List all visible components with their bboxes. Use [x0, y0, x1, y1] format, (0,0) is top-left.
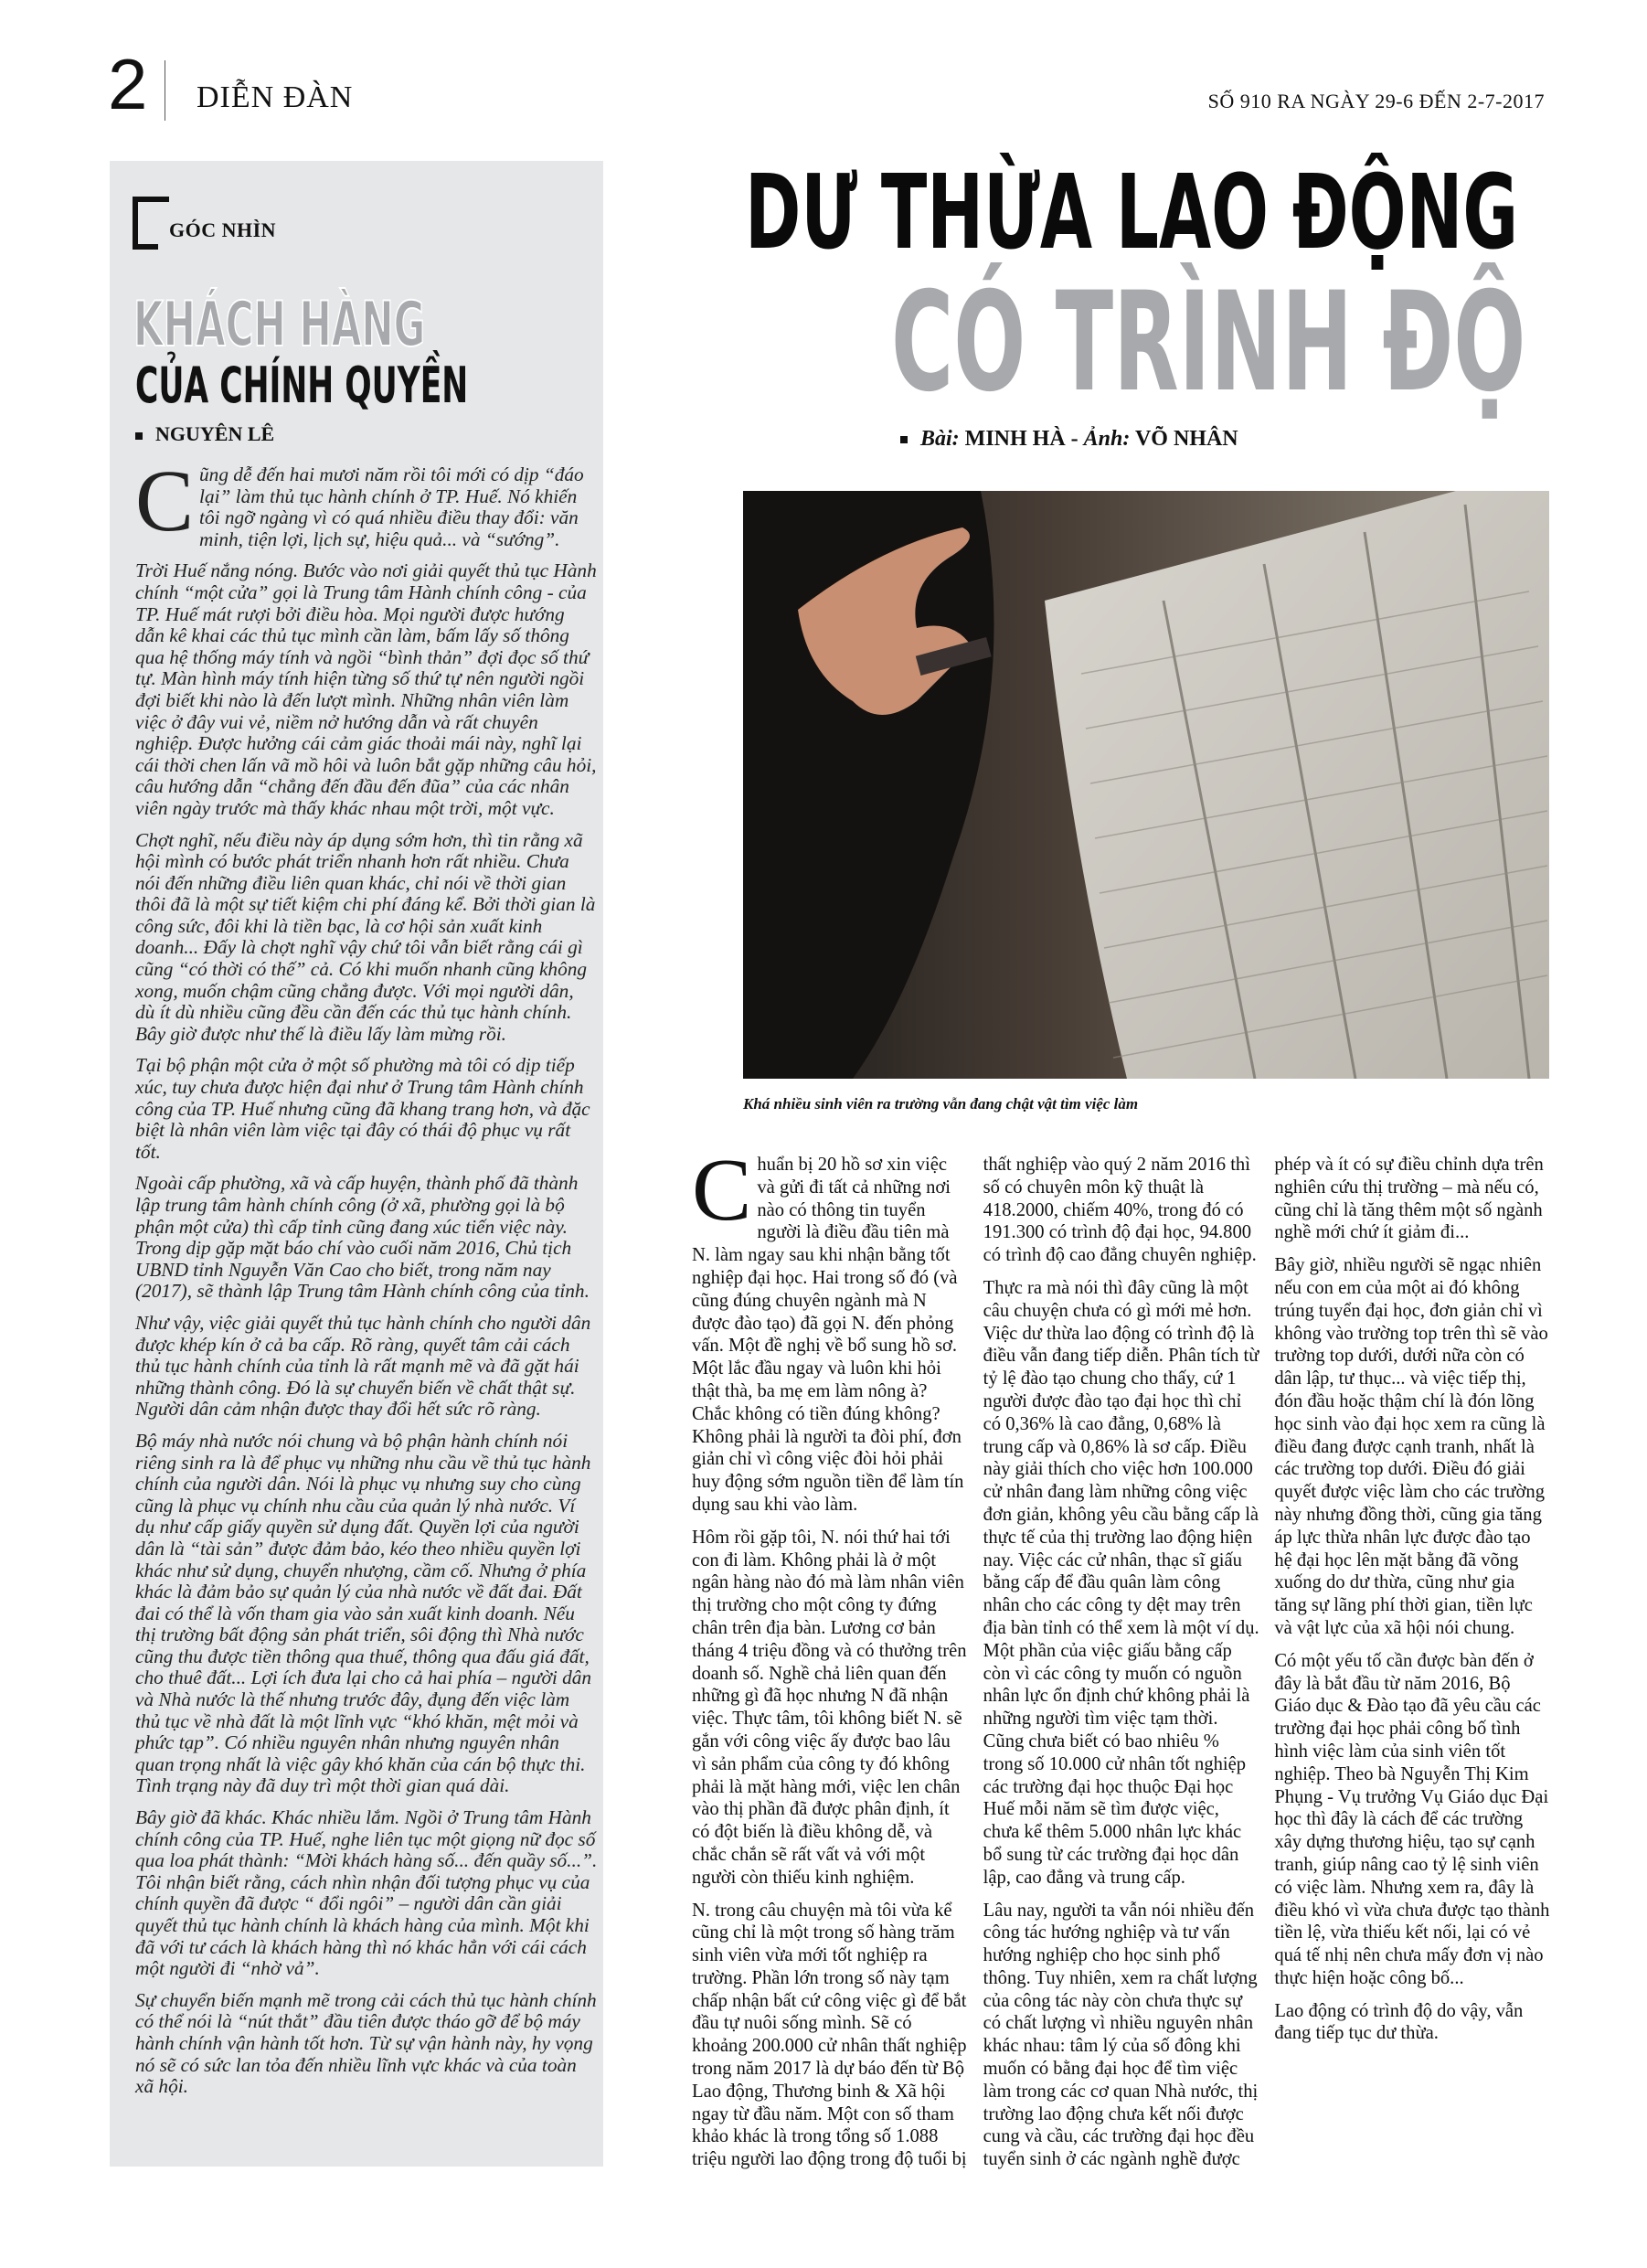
paragraph: Sự chuyển biến mạnh mẽ trong cải cách thủ tục hành chính có thể nói là “nút thắt” đầu tiên được tháo gỡ để bộ máy hành chính vận hành tốt hơn. Từ sự vận hành này, hy vọng nó sẽ có sức lan tỏa đến nhiều lĩnh vực khác và của toàn xã hội.: [135, 1988, 597, 2098]
paragraph: Ngoài cấp phường, xã và cấp huyện, thành phố đã thành lập trung tâm hành chính công (ở xã, phường gọi là bộ phận một cửa) thì cấp tỉnh cũng đang xúc tiến việc này. Trong dịp gặp mặt báo chí vào cuối năm 2016, Chủ tịch UBND tỉnh Nguyễn Văn Cao cho biết, trong năm nay (2017), sẽ thành lập Trung tâm Hành chính công của tỉnh.: [135, 1172, 590, 1303]
page-number: 2: [108, 44, 148, 124]
drop-cap: C: [135, 452, 195, 549]
photo-label: Ảnh:: [1083, 427, 1131, 451]
bracket-icon: [133, 197, 158, 250]
paragraph: Như vậy, việc giải quyết thủ tục hành chính cho người dân được khép kín ở cả ba cấp. Rõ ràng, quyết tâm cải cách thủ tục hành chính của tỉnh là rất mạnh mẽ và đã gặt hái những thành công. Đó là sự chuyển biến về chất thật sự. Người dân cảm nhận được thay đổi hết sức rõ ràng.: [135, 1311, 591, 1421]
paragraph: Tại bộ phận một cửa ở một số phường mà tôi có dịp tiếp xúc, tuy chưa được hiện đại như ở Trung tâm Hành chính công của TP. Huế nhưng cũng đã khang trang hơn, và đặc biệt là nhân viên làm việc tại đây có thái độ phục vụ rất tốt.: [135, 1054, 590, 1163]
photo-newspaper-reader: [743, 491, 1549, 1079]
headline-line1: DƯ THỪA LAO ĐỘNG: [745, 154, 1519, 272]
sidebar-body: [135, 452, 598, 2108]
paragraph: Hôm rồi gặp tôi, N. nói thứ hai tới con đi làm. Không phải là ở một ngân hàng nào đó mà làm nhân viên thị trường cho một công ty đứng chân trên địa bàn. Lương cơ bản tháng 4 triệu đồng và có thưởng trên doanh số. Nghề chả liên quan đến những gì đã học nhưng N đã nhận việc. Thực tâm, tôi không biết N. sẽ gắn với công việc ấy được bao lâu vì sản phẩm của công ty đó không phải là mặt hàng mới, việc len chân vào thị phần đã được phân định, ít có đột biến là điều không dễ, và chắc chắn sẽ rất vất vả với một người còn thiếu kinh nghiệm.: [692, 1527, 967, 1888]
issue-info: SỐ 910 RA NGÀY 29-6 ĐẾN 2-7-2017: [1207, 90, 1545, 112]
paragraph: [692, 1141, 969, 1517]
sidebar-title-line1: KHÁCH HÀNG: [133, 289, 426, 361]
paragraph: [135, 452, 598, 550]
paragraph: Bộ máy nhà nước nói chung và bộ phận hành chính nói riêng sinh ra là để phục vụ những nhu cầu về thủ tục hành chính của người dân. Nói là phục vụ nhưng suy cho cùng cũng là phục vụ chính nhu cầu của quản lý nhà nước. Ví dụ như cấp giấy quyền sử dụng đất. Quyền lợi của người dân là “tài sản” được đảm bảo, kéo theo nhiều quyền lợi khác như sử dụng, chuyển nhượng, cầm cố. Nhưng ở phía khác là đảm bảo sự quản lý của nhà nước về đất đai. Đất đai có thể là vốn tham gia vào sản xuất kinh doanh. Nếu thị trường bất động sản phát triển, sôi động thì Nhà nước cũng thu được tiền thông qua thuế, thông qua đấu giá đất, cho thuê đất... Lợi ích đưa lại cho cả hai phía – người dân và Nhà nước là thế nhưng trước đây, đụng đến việc làm thủ tục về nhà đất là một lĩnh vực “khó khăn, mệt mỏi và phức tạp”. Có nhiều nguyên nhân nhưng nguyên nhân quan trọng nhất là việc gây khó khăn của cán bộ thực thi. Tình trạng này đã duy trì một thời gian quá dài.: [135, 1429, 592, 1797]
paragraph: Bây giờ, nhiều người sẽ ngạc nhiên nếu con em của một ai đó không trúng tuyển đại học, đơn giản chỉ vì không vào trường top trên thì sẽ vào trường top dưới, dưới nữa còn có dân lập, tư thục... và việc tiếp thị, đón đầu hoặc thậm chí là đón lõng học sinh vào đại học xem ra cũng là điều đang được cạnh tranh, nhất là các trường top dưới. Điều đó giải quyết được việc làm cho các trường này nhưng đồng thời, cũng gia tăng áp lực thừa nhân lực được đào tạo hệ đại học lên mặt bằng đã võng xuống do dư thừa, cũng như gia tăng sự lãng phí thời gian, tiền lực và vật lực của xã hội nói chung.: [1274, 1255, 1548, 1638]
paragraph: Trời Huế nắng nóng. Bước vào nơi giải quyết thủ tục Hành chính “một cửa” gọi là Trung tâm Hành chính công - của TP. Huế mát rượi bởi điều hòa. Mọi người được hướng dẫn kê khai các thủ tục mình cần làm, bấm lấy số thông qua hệ thống máy tính và ngồi “bình thản” đợi đọc số thứ tự. Màn hình máy tính hiện từng số thứ tự nên người ngồi đợi biết khi nào là đến lượt mình. Những nhân viên làm việc ở đây vui vẻ, niềm nở hướng dẫn và rất chuyên nghiệp. Được hưởng cái cảm giác thoải mái này, nghĩ lại cái thời chen lấn vã mồ hôi và luôn bắt gặp những câu hỏi, câu hướng dẫn “chẳng đến đầu đến đũa” của các nhân viên ngày trước mà thấy khác nhau một trời, một vực.: [135, 559, 597, 819]
drop-cap: C: [692, 1141, 752, 1240]
paragraph: Thực ra mà nói thì đây cũng là một câu chuyện chưa có gì mới mẻ hơn. Việc dư thừa lao động có trình độ là điều vẫn đang tiếp diễn. Phân tích từ tỷ lệ đào tạo chung cho thấy, cứ 1 người được đào tạo đại học thì chỉ có 0,36% là cao đẳng, 0,68% là trung cấp và 0,86% là sơ cấp. Điều này giải thích cho việc hơn 100.000 cử nhân đang làm những công việc đơn giản, không yêu cầu bằng cấp là thực tế của thị trường lao động hiện nay. Việc các cử nhân, thạc sĩ giấu bằng cấp để đầu quân làm công nhân cho các công ty dệt may trên địa bàn tỉnh có thể xem là một ví dụ. Một phần của việc giấu bằng cấp còn vì các công ty muốn có nguồn nhân lực ổn định chứ không phải là những người tìm việc tạm thời. Cũng chưa biết có bao nhiêu % trong số 10.000 cử nhân tốt nghiệp các trường đại học thuộc Đại học Huế mỗi năm sẽ tìm được việc, chưa kể thêm 5.000 nhân lực khác bổ sung từ các trường đại học dân lập, cao đẳng và trung cấp.: [983, 1277, 1259, 1888]
paragraph-text: ũng dễ đến hai mươi năm rồi tôi mới có dịp “đáo lại” làm thủ tục hành chính ở TP. Huế. Nó khiến tôi ngỡ ngàng vì có quá nhiều điều thay đổi: văn minh, tiện lợi, lịch sự, hiệu quả... và “sướng”.: [199, 463, 584, 550]
paragraph: Có một yếu tố cần được bàn đến ở đây là bắt đầu từ năm 2016, Bộ Giáo dục & Đào tạo đã yêu cầu các trường đại học phải công bố tình hình việc làm của sinh viên tốt nghiệp. Theo bà Nguyễn Thị Kim Phụng - Vụ trưởng Vụ Giáo dục Đại học thì đây là cách để các trường xây dựng thương hiệu, tạo sự cạnh tranh, giúp nâng cao tỷ lệ sinh viên có việc làm. Nhưng xem ra, đây là điều khó vì vừa chưa được tạo thành tiền lệ, vừa thiếu kết nối, lại có vẻ quá tế nhị nên chưa mấy đơn vị nào thực hiện hoặc công bố...: [1274, 1650, 1550, 1988]
article-body: [692, 1141, 1551, 2187]
bullet-icon: [135, 432, 143, 440]
headline-line2: CÓ TRÌNH ĐỘ: [891, 263, 1526, 422]
author: MINH HÀ: [964, 427, 1066, 451]
paragraph: N. trong câu chuyện mà tôi vừa kể cũng chỉ là một trong số hàng trăm sinh viên vừa mới tốt nghiệp ra trường. Phần lớn trong số này tạm chấp nhận bất cứ công việc gì để bắt đầu tự nuôi sống mình. Sẽ có khoảng 200.000 cử nhân thất nghiệp trong năm 2017 là dự báo đến từ Bộ Lao động, Thương binh & Xã hội ngay từ đầu năm. Một con số tham khảo khác là trong tổng số 1.088 triệu người lao động trong độ tuổi bị thất nghiệp vào quý 2 năm 2016 thì số có chuyên môn kỹ thuật là 418.2000, chiếm 40%, trong đó có 191.300 có trình độ đại học, 94.800 có trình độ cao đẳng chuyên nghiệp.: [692, 1155, 1257, 2170]
text-label: Bài:: [920, 427, 960, 451]
paragraph: Bây giờ đã khác. Khác nhiều lắm. Ngồi ở Trung tâm Hành chính công của TP. Huế, nghe liên tục một giọng nữ đọc số qua loa phát thành: “Mời khách hàng số... đến quầy số...”. Tôi nhận biết rằng, cách nhìn nhận đối tượng phục vụ của chính quyền đã được “ đổi ngôi” – người dân cần giải quyết thủ tục hành chính là khách hàng của mình. Một khi đã với tư cách là khách hàng thì nó khác hẳn với cái cách một người đi “nhờ vả”.: [135, 1806, 598, 1980]
photographer: VÕ NHÂN: [1134, 427, 1238, 451]
photo-caption: Khá nhiều sinh viên ra trường vẫn đang chật vật tìm việc làm: [743, 1095, 1139, 1113]
sidebar-byline: [135, 422, 274, 446]
article-photo: [743, 491, 1549, 1079]
sidebar-title-line2: CỦA CHÍNH QUYỀN: [135, 357, 469, 414]
paragraph: Lâu nay, người ta vẫn nói nhiều đến công tác hướng nghiệp và tư vấn hướng nghiệp cho học sinh phổ thông. Tuy nhiên, xem ra chất lượng của công tác này còn chưa thực sự có chất lượng vì nhiều nguyên nhân khác nhau: tâm lý của số đông khi muốn có bằng đại học để tìm việc làm trong các cơ quan Nhà nước, thị trường lao động chưa kết nối được cung và cầu, các trường đại học đều tuyển sinh ở các ngành nghề được phép và ít có sự điều chỉnh dựa trên nghiên cứu thị trường – mà nếu có, cũng chỉ là tăng thêm một số ngành nghề mới chứ ít giảm đi...: [983, 1155, 1544, 2170]
paragraph-text: huẩn bị 20 hồ sơ xin việc và gửi đi tất cả những nơi nào có thông tin tuyển người là điều đầu tiên mà N. làm ngay sau khi nhận bằng tốt nghiệp đại học. Hai trong số đó (và cũng đúng chuyên ngành mà N được đào tạo) đã gọi N. đến phỏng vấn. Một đề nghị về bổ sung hồ sơ. Một lắc đầu ngay và luôn khi hỏi thật thà, ba mẹ em làm nông à? Chắc không có tiền đúng không? Không phải là người ta đòi phí, đơn giản chỉ vì công việc đòi hỏi phải huy động sớm nguồn tiền để làm tín dụng sau khi vào làm.: [692, 1155, 964, 1515]
kicker-label: GÓC NHÌN: [169, 218, 277, 241]
section-name: DIỄN ĐÀN: [197, 80, 354, 114]
paragraph: Lao động có trình độ do vậy, vẫn đang tiếp tục dư thừa.: [1274, 2000, 1524, 2044]
separator: -: [1070, 427, 1079, 451]
sidebar-author: NGUYÊN LÊ: [155, 422, 275, 445]
paragraph: Chợt nghĩ, nếu điều này áp dụng sớm hơn, thì tin rằng xã hội mình có bước phát triển nhanh hơn rất nhiều. Chưa nói đến những điều liên quan khác, chỉ nói về thời gian thôi đã là một sự tiết kiệm chi phí đáng kể. Bởi thời gian là công sức, đôi khi là tiền bạc, là cơ hội sản xuất kinh doanh... Đấy là chợt nghĩ vậy chứ tôi vẫn biết rằng cái gì cũng “có thời có thế” cả. Có khi muốn nhanh cũng không xong, muốn chậm cũng chẳng được. Với mọi người dân, dù ít dù nhiều cũng đều cần đến các thủ tục hành chính. Bây giờ được như thế là điều lấy làm mừng rồi.: [135, 828, 596, 1045]
article-byline: [900, 427, 1238, 452]
bullet-icon: [900, 436, 908, 443]
